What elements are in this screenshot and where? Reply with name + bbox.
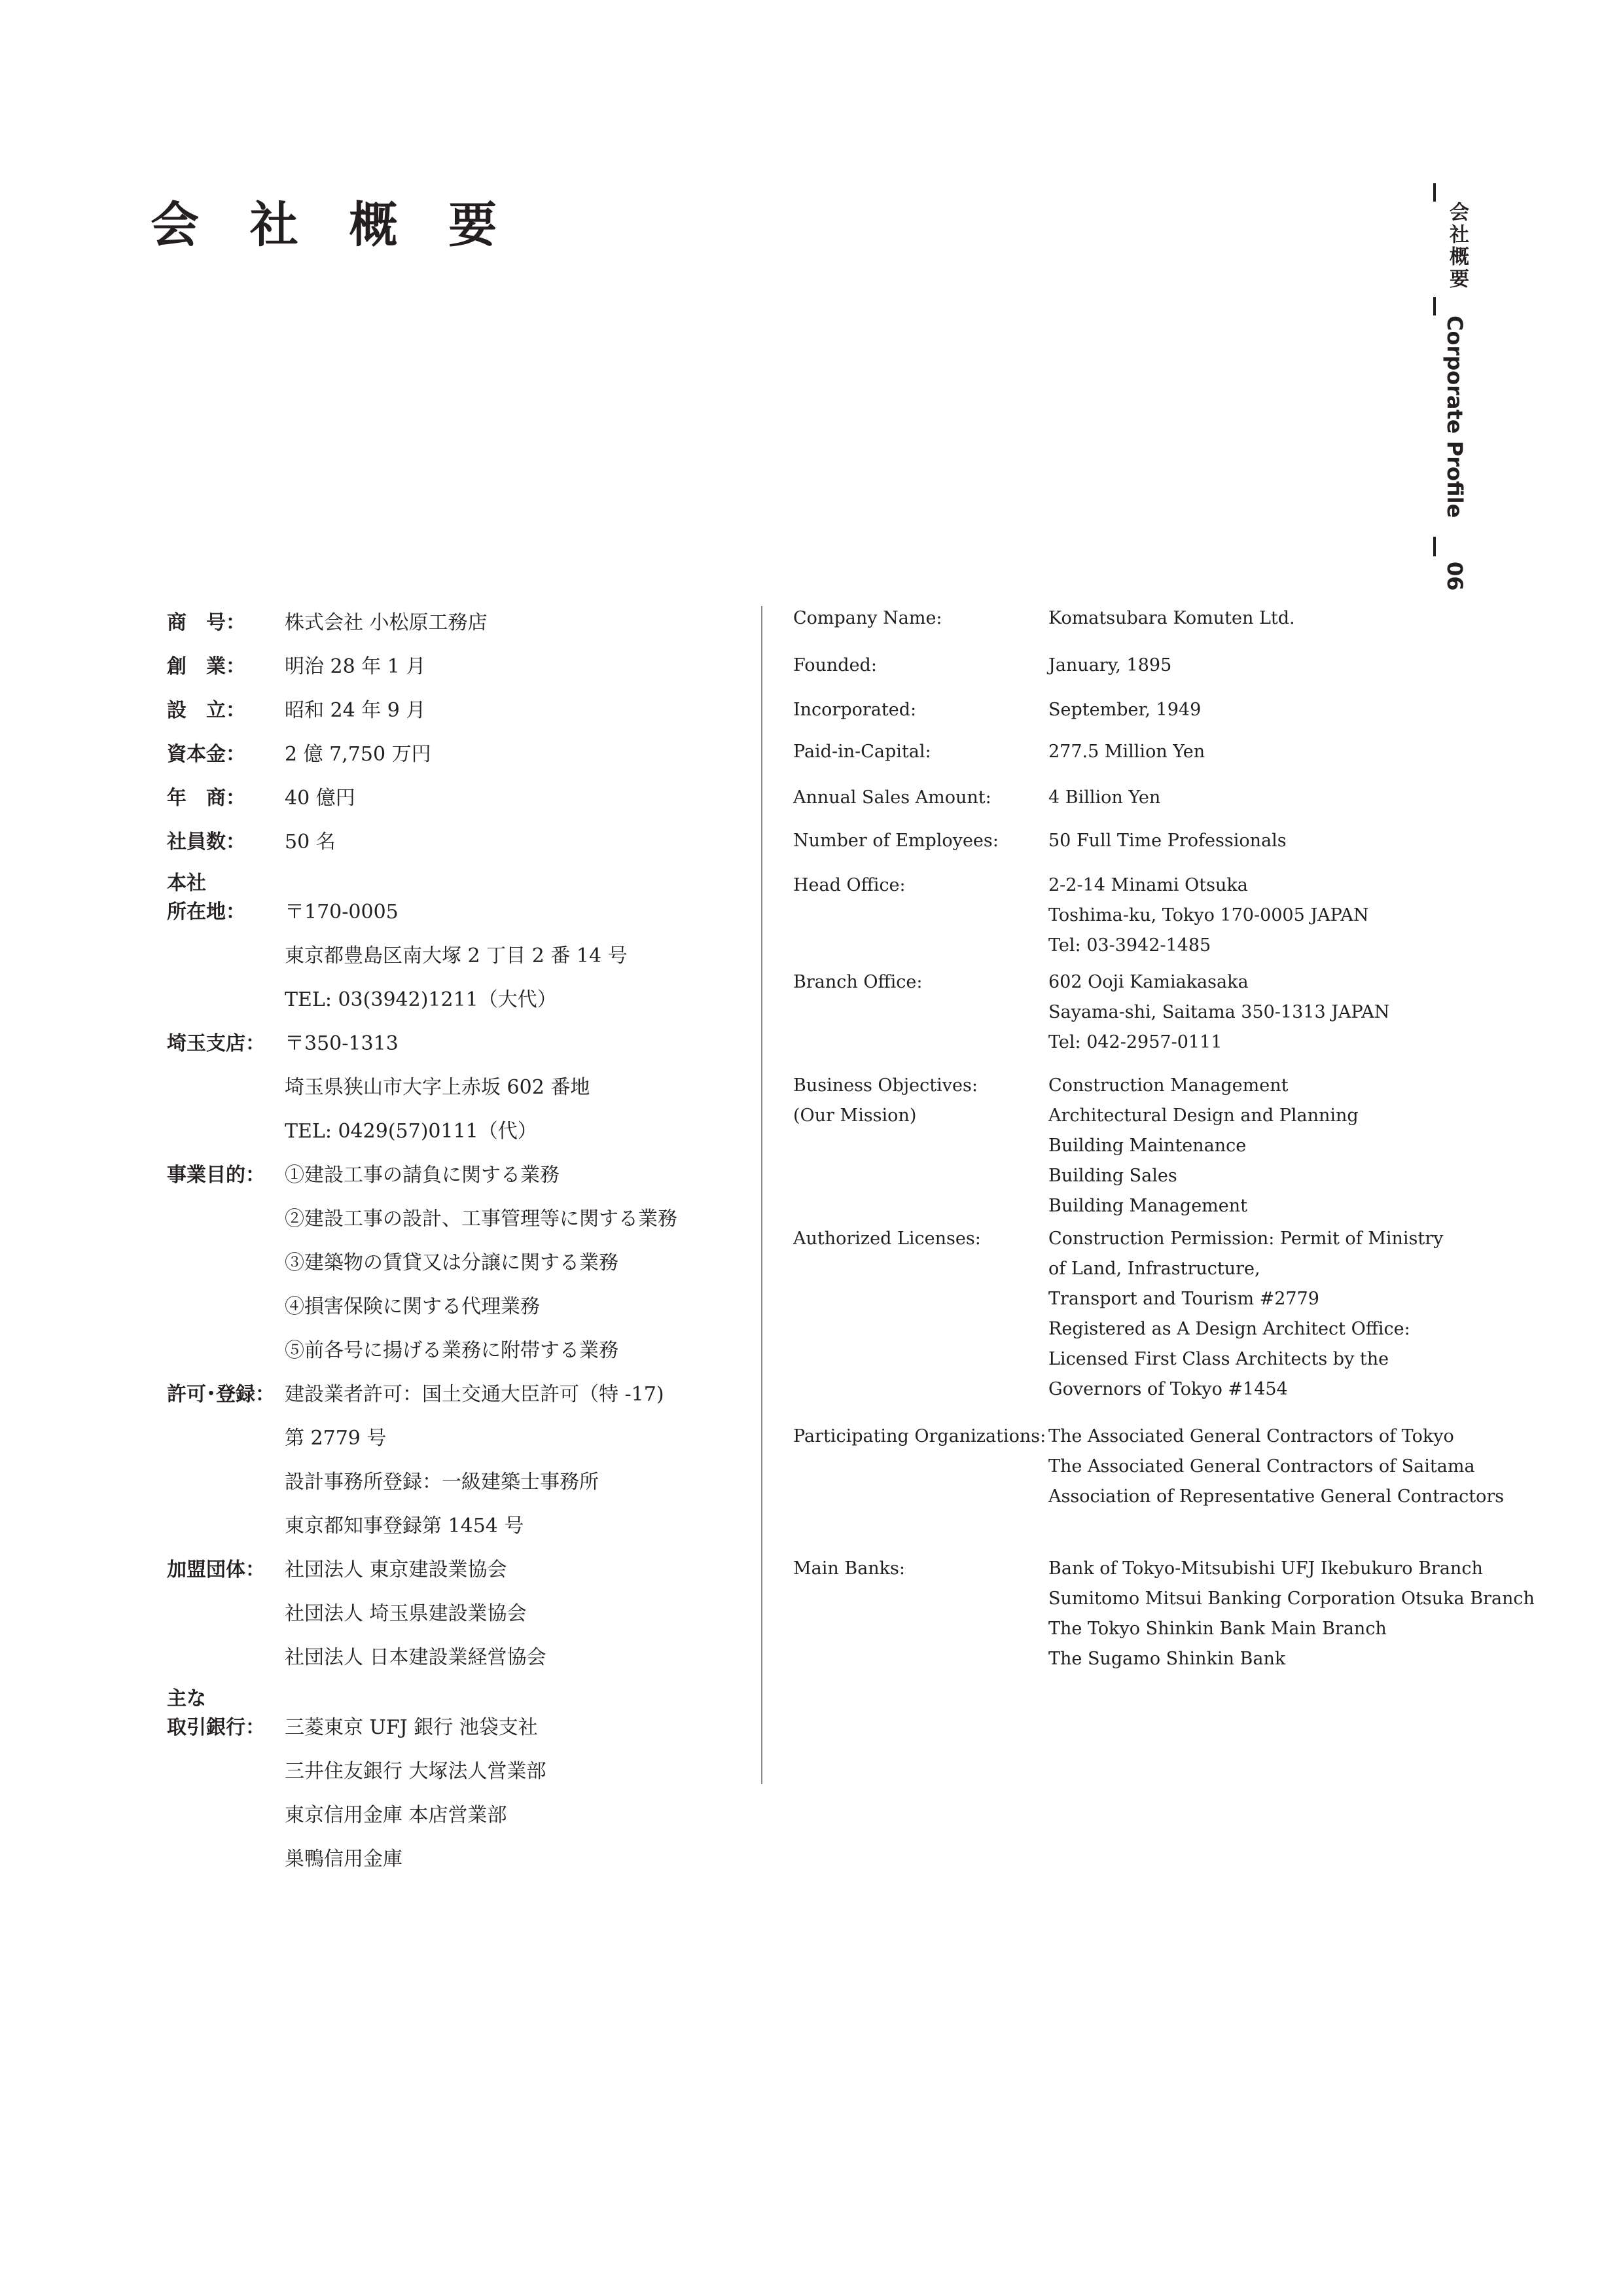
en-value: Registered as A Design Architect Office: [1048, 1319, 1410, 1339]
en-value: Transport and Tourism #2779 [1048, 1289, 1319, 1309]
jp-value: 昭和 24 年 9 月 [285, 699, 426, 722]
jp-label: 社員数： [167, 831, 245, 853]
en-value: Architectural Design and Planning [1048, 1105, 1359, 1126]
tab-divider [1433, 183, 1436, 202]
en-label: Business Objectives: [793, 1075, 978, 1096]
jp-value: 社団法人 東京建設業協会 [285, 1558, 507, 1581]
jp-value: TEL: 0429(57)0111（代） [285, 1120, 537, 1143]
side-tab-japanese-label: 会社概要 [1446, 202, 1469, 291]
jp-label-prefix: 本社 [167, 872, 206, 895]
en-value: Licensed First Class Architects by the [1048, 1349, 1389, 1369]
en-value: Construction Management [1048, 1075, 1289, 1096]
en-value: Tel: 042-2957-0111 [1048, 1032, 1222, 1052]
jp-value: 40 億円 [285, 787, 355, 810]
jp-profile-row [167, 1548, 546, 1679]
jp-label: 取引銀行： [167, 1716, 265, 1739]
jp-value: 〒170-0005 [285, 901, 399, 924]
side-section-tab [1433, 183, 1479, 591]
jp-label: 商 号： [167, 611, 245, 634]
en-label: Founded: [793, 655, 877, 675]
jp-value: 東京都知事登録第 1454 号 [285, 1515, 524, 1537]
tab-divider [1433, 297, 1436, 315]
jp-value: 設計事務所登録：一級建築士事務所 [285, 1471, 599, 1494]
en-label: Annual Sales Amount: [793, 787, 991, 808]
jp-value: ③建築物の賃貸又は分譲に関する業務 [285, 1251, 618, 1274]
en-value: Association of Representative General Contractors [1048, 1486, 1505, 1507]
en-value: Construction Permission: Permit of Ministry [1048, 1229, 1444, 1249]
page-title: 会 社 概 要 [151, 197, 514, 253]
jp-value: TEL: 03(3942)1211（大代） [285, 988, 557, 1011]
en-value: 50 Full Time Professionals [1048, 831, 1287, 851]
jp-label: 許可･登録： [167, 1383, 275, 1406]
en-label: Branch Office: [793, 972, 923, 992]
jp-value: ④損害保険に関する代理業務 [285, 1295, 540, 1318]
jp-value: 社団法人 埼玉県建設業協会 [285, 1602, 527, 1625]
jp-value: 社団法人 日本建設業経営協会 [285, 1646, 546, 1669]
en-label: Number of Employees: [793, 831, 999, 851]
en-value: Komatsubara Komuten Ltd. [1048, 608, 1295, 628]
jp-profile-row [167, 1153, 677, 1372]
jp-profile-row [167, 1022, 590, 1153]
jp-value: 明治 28 年 1 月 [285, 655, 426, 678]
en-label: Paid-in-Capital: [793, 742, 931, 762]
jp-label: 事業目的： [167, 1164, 265, 1187]
en-value: Toshima-ku, Tokyo 170-0005 JAPAN [1048, 905, 1369, 925]
jp-label: 加盟団体： [167, 1558, 265, 1581]
jp-value: 東京都豊島区南大塚 2 丁目 2 番 14 号 [285, 944, 628, 967]
en-value: Bank of Tokyo-Mitsubishi UFJ Ikebukuro Branch [1048, 1558, 1483, 1579]
en-label: Participating Organizations: [793, 1426, 1046, 1446]
en-value: 4 Billion Yen [1048, 787, 1161, 808]
column-divider [761, 606, 762, 1784]
jp-value: 埼玉県狭山市大字上赤坂 602 番地 [285, 1076, 590, 1099]
jp-label-prefix: 主な [167, 1687, 206, 1710]
en-value: Building Management [1048, 1196, 1247, 1216]
en-value: January, 1895 [1048, 655, 1172, 675]
en-value: Building Maintenance [1048, 1136, 1247, 1156]
en-value: Building Sales [1048, 1166, 1177, 1186]
jp-label: 資本金： [167, 743, 245, 766]
en-label: Incorporated: [793, 700, 917, 720]
en-value: The Tokyo Shinkin Bank Main Branch [1048, 1619, 1387, 1639]
jp-profile-row [167, 689, 425, 732]
jp-label: 年 商： [167, 787, 245, 810]
jp-value: 巣鴨信用金庫 [285, 1848, 402, 1871]
jp-label: 所在地： [167, 901, 245, 924]
jp-label: 創 業： [167, 655, 245, 678]
jp-value: 第 2779 号 [285, 1427, 387, 1450]
en-label: Company Name: [793, 608, 942, 628]
jp-profile-row [167, 645, 425, 689]
en-value: The Sugamo Shinkin Bank [1048, 1649, 1286, 1669]
jp-value: 〒350-1313 [285, 1032, 399, 1055]
en-value: Sayama-shi, Saitama 350-1313 JAPAN [1048, 1002, 1390, 1022]
jp-value: ⑤前各号に揚げる業務に附帯する業務 [285, 1339, 618, 1362]
jp-value: 建設業者許可：国土交通大臣許可（特 -17) [285, 1383, 664, 1406]
jp-label: 埼玉支店： [167, 1032, 265, 1055]
en-value: The Associated General Contractors of Tokyo [1048, 1426, 1454, 1446]
en-value: of Land, Infrastructure, [1048, 1259, 1260, 1279]
en-value: The Associated General Contractors of Saitama [1048, 1456, 1475, 1477]
en-label: (Our Mission) [793, 1105, 917, 1126]
jp-profile-row [167, 872, 628, 1022]
jp-value: 株式会社 小松原工務店 [285, 611, 488, 634]
en-value: September, 1949 [1048, 700, 1202, 720]
jp-profile-row [167, 732, 431, 776]
jp-value: ①建設工事の請負に関する業務 [285, 1164, 560, 1187]
en-value: Governors of Tokyo #1454 [1048, 1379, 1288, 1399]
en-value: 2-2-14 Minami Otsuka [1048, 875, 1248, 895]
side-tab-english-label: Corporate Profile [1442, 315, 1467, 518]
en-value: 602 Ooji Kamiakasaka [1048, 972, 1249, 992]
jp-profile-row [167, 776, 355, 820]
jp-profile-row [167, 1687, 546, 1881]
jp-value: 東京信用金庫 本店営業部 [285, 1804, 507, 1827]
tab-divider [1433, 537, 1436, 556]
en-label: Authorized Licenses: [793, 1229, 981, 1249]
jp-value: ②建設工事の設計、工事管理等に関する業務 [285, 1208, 677, 1230]
en-value: Sumitomo Mitsui Banking Corporation Otsuka Branch [1048, 1588, 1535, 1609]
en-label: Head Office: [793, 875, 906, 895]
jp-label: 設 立： [167, 699, 245, 722]
page-number: 06 [1442, 562, 1467, 591]
en-label: Main Banks: [793, 1558, 905, 1579]
jp-profile-row [167, 820, 336, 864]
jp-profile-row [167, 601, 488, 645]
en-value: 277.5 Million Yen [1048, 742, 1205, 762]
jp-value: 三菱東京 UFJ 銀行 池袋支社 [285, 1716, 538, 1739]
jp-value: 50 名 [285, 831, 336, 853]
jp-value: 三井住友銀行 大塚法人営業部 [285, 1760, 546, 1783]
jp-profile-row [167, 1372, 664, 1548]
jp-value: 2 億 7,750 万円 [285, 743, 431, 766]
en-value: Tel: 03-3942-1485 [1048, 935, 1211, 956]
